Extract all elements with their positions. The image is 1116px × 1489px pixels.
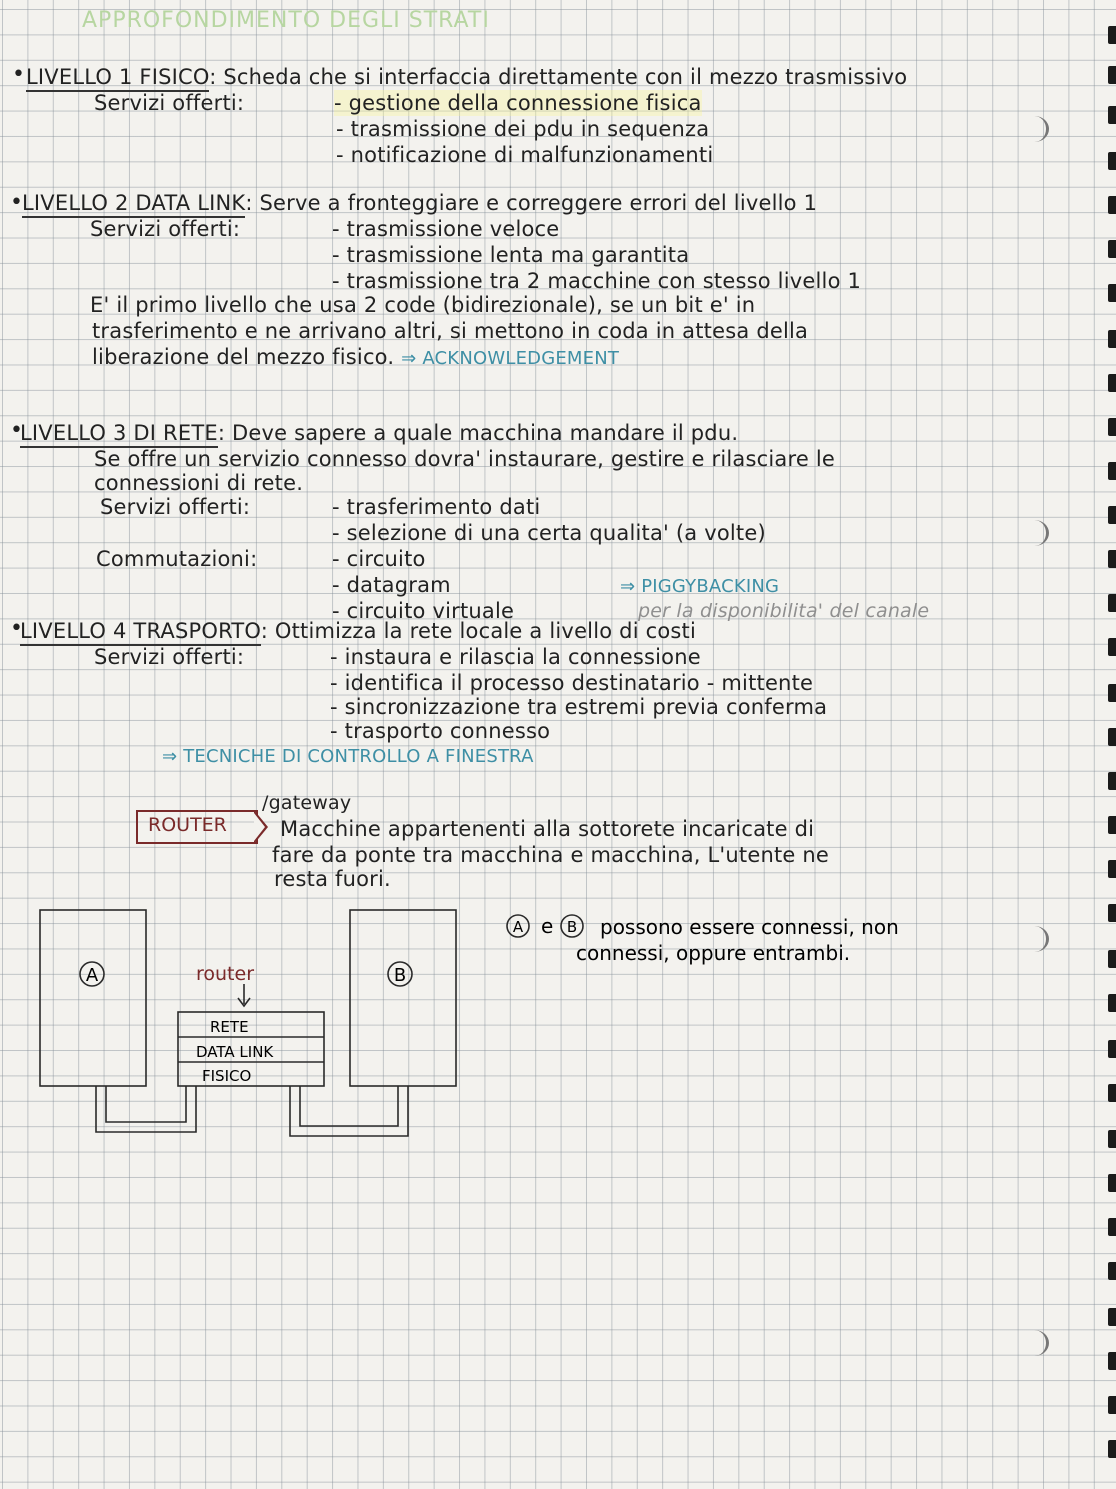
binder-tab xyxy=(1108,330,1116,348)
binder-tab xyxy=(1108,772,1116,790)
binder-hole xyxy=(1020,116,1049,142)
stack-layer-network: RETE xyxy=(210,1018,249,1036)
binder-tab xyxy=(1108,152,1116,170)
binder-tab xyxy=(1108,1308,1116,1326)
level4-heading: LIVELLO 4 TRASPORTO xyxy=(20,619,261,646)
gateway-note: /gateway xyxy=(262,792,352,814)
node-b-label: B xyxy=(393,965,407,986)
binder-tab xyxy=(1108,550,1116,568)
binder-tab xyxy=(1108,506,1116,524)
binder-tab xyxy=(1108,1352,1116,1370)
binder-tab xyxy=(1108,284,1116,302)
piggybacking-note: per la disponibilita' del canale xyxy=(638,600,930,622)
note-line-2: connessi, oppure entrambi. xyxy=(576,941,851,965)
network-diagram xyxy=(0,880,1116,1150)
router-line-1: Macchine appartenenti alla sottorete incaricate di xyxy=(280,817,815,841)
binder-tab xyxy=(1108,728,1116,746)
binder-tab xyxy=(1108,418,1116,436)
binder-tab xyxy=(1108,196,1116,214)
level1-service-2: - trasmissione dei pdu in sequenza xyxy=(336,117,710,141)
binder-tab xyxy=(1108,26,1116,44)
stack-layer-physical: FISICO xyxy=(202,1067,252,1085)
level2-heading: LIVELLO 2 DATA LINK xyxy=(22,191,245,218)
level3-heading-line xyxy=(20,420,738,446)
level4-heading-line xyxy=(20,618,696,644)
bullet-level4: • xyxy=(10,616,23,641)
level2-note-3: liberazione del mezzo fisico. xyxy=(92,345,395,369)
level4-service-4: - trasporto connesso xyxy=(330,719,551,743)
binder-tab xyxy=(1108,816,1116,834)
router-tag-arrow-inner xyxy=(254,813,265,841)
router-tag-label: ROUTER xyxy=(148,814,227,836)
binder-tab xyxy=(1108,1396,1116,1414)
machine-b-box xyxy=(350,910,456,1086)
level4-service-3: - sincronizzazione tra estremi previa conferma xyxy=(330,695,828,719)
window-control-techniques: ⇒ TECNICHE DI CONTROLLO A FINESTRA xyxy=(162,746,534,767)
machine-a-box xyxy=(40,910,146,1086)
level4-service-1: - instaura e rilascia la connessione xyxy=(330,645,701,669)
level1-service-3: - notificazione di malfunzionamenti xyxy=(336,143,714,167)
link-router-b xyxy=(290,1086,408,1136)
binder-tab xyxy=(1108,1040,1116,1058)
level3-detail-2: connessioni di rete. xyxy=(94,471,304,495)
level4-service-2: - identifica il processo destinatario - mittente xyxy=(330,671,814,695)
binder-tab xyxy=(1108,638,1116,656)
acknowledgement-label: ⇒ ACKNOWLEDGEMENT xyxy=(401,348,620,369)
level3-services-label: Servizi offerti: xyxy=(100,495,251,519)
binder-tab xyxy=(1108,1218,1116,1236)
binder-tab xyxy=(1108,1174,1116,1192)
level3-service-1: - trasferimento dati xyxy=(332,495,541,519)
level3-description: : Deve sapere a quale macchina mandare il pdu. xyxy=(217,421,739,445)
bullet-level1: • xyxy=(12,62,25,87)
level4-services-label: Servizi offerti: xyxy=(94,645,245,669)
level2-service-3: - trasmissione tra 2 macchine con stesso livello 1 xyxy=(332,269,862,293)
binder-tab xyxy=(1108,860,1116,878)
binder-tab xyxy=(1108,1084,1116,1102)
node-a-label: A xyxy=(85,965,99,986)
binder-tab xyxy=(1108,374,1116,392)
level2-service-2: - trasmissione lenta ma garantita xyxy=(332,243,690,267)
note-node-b: B xyxy=(566,918,578,936)
level2-heading-line xyxy=(22,190,817,216)
level3-switching-1: - circuito xyxy=(332,547,426,571)
level3-heading: LIVELLO 3 DI RETE xyxy=(20,421,218,448)
level1-service-1: - gestione della connessione fisica xyxy=(334,91,702,115)
bullet-level3: • xyxy=(10,418,23,443)
binder-tab xyxy=(1108,950,1116,968)
level1-description: : Scheda che si interfaccia direttamente con il mezzo trasmissivo xyxy=(209,65,908,89)
level1-services-label: Servizi offerti: xyxy=(94,91,245,115)
binder-hole xyxy=(1020,926,1049,952)
level2-note-3-line xyxy=(92,344,619,372)
level2-description: : Serve a fronteggiare e correggere errori del livello 1 xyxy=(245,191,818,215)
binder-tab xyxy=(1108,1440,1116,1458)
level2-services-label: Servizi offerti: xyxy=(90,217,241,241)
level4-description: : Ottimizza la rete locale a livello di costi xyxy=(260,619,697,643)
binder-hole xyxy=(1020,520,1049,546)
note-line-1: possono essere connessi, non xyxy=(600,915,899,939)
binder-tab xyxy=(1108,904,1116,922)
page-title: APPROFONDIMENTO DEGLI STRATI xyxy=(82,8,490,33)
level3-service-2: - selezione di una certa qualita' (a volte) xyxy=(332,521,766,545)
level3-switching-label: Commutazioni: xyxy=(96,547,258,571)
binder-tab xyxy=(1108,462,1116,480)
binder-tab xyxy=(1108,684,1116,702)
level2-note-2: trasferimento e ne arrivano altri, si mettono in coda in attesa della xyxy=(92,319,809,343)
binder-tab xyxy=(1108,240,1116,258)
binder-tab xyxy=(1108,594,1116,612)
level2-note-1: E' il primo livello che usa 2 code (bidirezionale), se un bit e' in xyxy=(90,293,756,317)
router-line-3: resta fuori. xyxy=(274,867,391,891)
router-label: router xyxy=(196,963,255,985)
binder-tab xyxy=(1108,66,1116,84)
binder-hole xyxy=(1020,1330,1049,1356)
level2-service-1: - trasmissione veloce xyxy=(332,217,560,241)
level3-switching-2: - datagram xyxy=(332,573,451,597)
note-node-a: A xyxy=(512,918,524,936)
level3-switching-3: - circuito virtuale xyxy=(332,599,515,623)
binder-tab xyxy=(1108,1262,1116,1280)
note-conjunction: e xyxy=(541,914,554,938)
binder-tab xyxy=(1108,994,1116,1012)
binder-tab xyxy=(1108,1130,1116,1148)
link-a-router xyxy=(96,1086,196,1132)
level3-detail-1: Se offre un servizio connesso dovra' instaurare, gestire e rilasciare le xyxy=(94,447,836,471)
router-line-2: fare da ponte tra macchina e macchina, L'utente ne xyxy=(272,843,830,867)
level1-heading-line xyxy=(26,64,907,90)
bullet-level2: • xyxy=(10,190,23,215)
stack-layer-datalink: DATA LINK xyxy=(196,1043,274,1061)
level1-heading: LIVELLO 1 FISICO xyxy=(26,65,209,92)
binder-tab xyxy=(1108,106,1116,124)
piggybacking-label: ⇒ PIGGYBACKING xyxy=(620,576,780,597)
